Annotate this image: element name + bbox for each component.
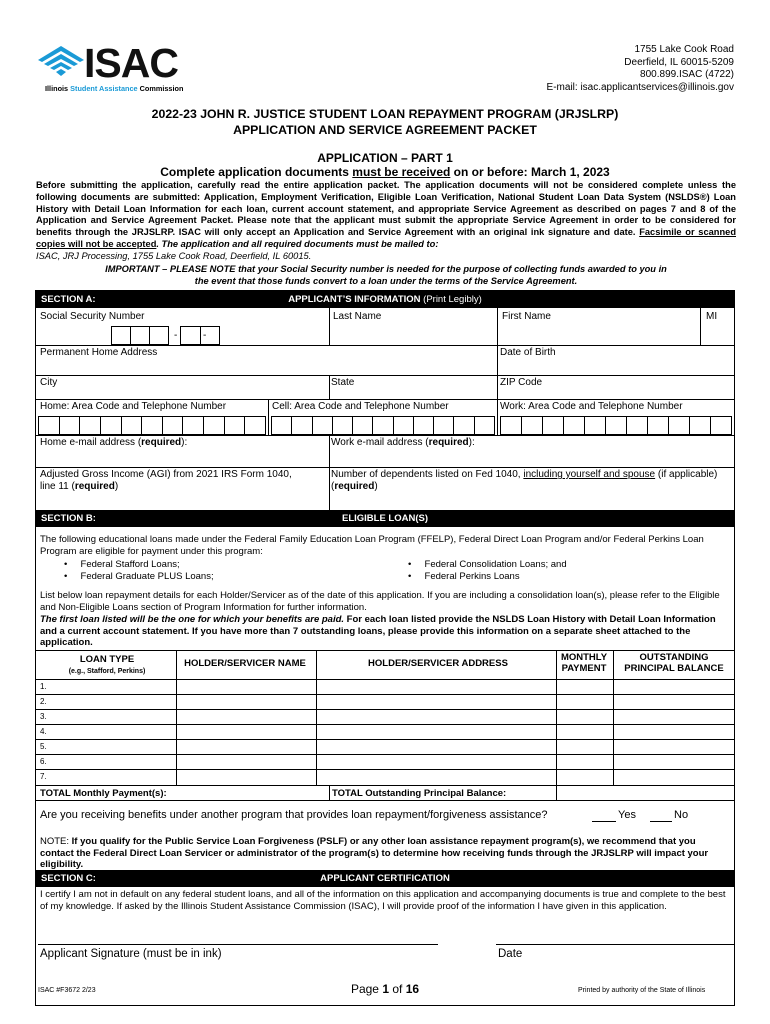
section-c-header: SECTION C: APPLICANT CERTIFICATION	[35, 870, 735, 887]
section-b-header: SECTION B: ELIGIBLE LOAN(S)	[35, 510, 735, 527]
ssn-dash: -	[174, 330, 178, 341]
other-program-question: Are you receiving benefits under another program that provides loan repayment/forgiveness assistance?	[40, 809, 548, 821]
bullet-item: • Federal Graduate PLUS Loans;	[64, 571, 214, 582]
isac-logo	[36, 42, 186, 94]
work-email-label: Work e-mail address (required):	[331, 437, 475, 448]
eligible-loans-text: The following educational loans made under the Federal Family Education Loan Program (FFELP), Federal Direct Loan Program and/or Federal Perkins Loan Program are eligible for payment under this program:	[40, 534, 704, 557]
bullet-item: • Federal Perkins Loans	[408, 571, 520, 582]
table-row-number: 1.	[40, 682, 47, 691]
printed-by: Printed by authority of the State of Illinois	[578, 987, 706, 994]
state-label: State	[331, 377, 355, 388]
total-balance-label: TOTAL Outstanding Principal Balance:	[332, 788, 507, 799]
part-heading: APPLICATION – PART 1	[317, 151, 453, 165]
table-row-number: 5.	[40, 742, 47, 751]
table-row-number: 7.	[40, 772, 47, 781]
col-holder-name: HOLDER/SERVICER NAME	[184, 658, 306, 669]
total-monthly-label: TOTAL Monthly Payment(s):	[40, 788, 167, 799]
signature-line[interactable]	[38, 944, 438, 945]
zip-label: ZIP Code	[500, 377, 543, 388]
signature-label: Applicant Signature (must be in ink)	[40, 948, 222, 960]
table-row-number: 6.	[40, 757, 47, 766]
table-row-number: 3.	[40, 712, 47, 721]
bullet-item: • Federal Stafford Loans;	[64, 559, 180, 570]
col-holder-address: HOLDER/SERVICER ADDRESS	[368, 658, 508, 669]
home-phone-field[interactable]	[38, 416, 266, 435]
ssn-dash: -	[203, 330, 207, 341]
isac-logo-icon	[36, 42, 86, 82]
dob-label: Date of Birth	[500, 347, 556, 358]
date-line[interactable]	[496, 944, 734, 945]
yes-label: Yes	[618, 809, 636, 821]
home-email-label: Home e-mail address (required):	[40, 437, 188, 448]
col-loan-type: LOAN TYPE (e.g., Stafford, Perkins)	[68, 654, 146, 675]
date-label: Date	[498, 948, 523, 960]
first-loan-text: The first loan listed will be the one for which your benefits are paid. For each loan listed provide the NSLDS Loan History with Detail Loan Information and a current account statement. If you have more than 7 outstanding loans, please provide this information on a separate sheet attached to the application.	[40, 614, 716, 649]
work-phone-label: Work: Area Code and Telephone Number	[500, 401, 683, 412]
no-blank[interactable]	[650, 821, 672, 822]
important-note: IMPORTANT – PLEASE NOTE that your Social Security number is needed for the purpose of collecting funds awarded to you in the event that those funds convert to a loan under the terms of the Service Agreement.	[105, 264, 667, 286]
form-number: ISAC #F3672 2/23	[38, 987, 96, 994]
yes-blank[interactable]	[592, 821, 616, 822]
ssn-field-2[interactable]	[180, 326, 220, 345]
certification-text: I certify I am not in default on any federal student loans, and all of the information on this application and accompanying documents is true and complete to the best of my knowledge. If asked by the Illinois Student Assistance Commission (ISAC), I will provide proof of the information I have given in this application.	[40, 889, 726, 912]
ssn-label: Social Security Number	[40, 311, 145, 322]
first-name-label: First Name	[502, 311, 551, 322]
ssn-field-1[interactable]	[111, 326, 169, 345]
agi-label: Adjusted Gross Income (AGI) from 2021 IRS Form 1040, line 11 (required)	[40, 469, 292, 492]
cell-phone-field[interactable]	[271, 416, 495, 435]
pslf-note: NOTE: If you qualify for the Public Service Loan Forgiveness (PSLF) or any other loan assistance repayment program(s), we recommend that you contact the Federal Direct Loan Servicer or administrator of the program(s) to determine how receiving funds through the JRJSLRP will impact your eligibility.	[40, 836, 709, 871]
dependents-label: Number of dependents listed on Fed 1040, including yourself and spouse (if applicable) (required)	[331, 469, 718, 492]
last-name-label: Last Name	[333, 311, 382, 322]
cell-phone-label: Cell: Area Code and Telephone Number	[272, 401, 449, 412]
section-a-header: SECTION A: APPLICANT’S INFORMATION (Print Legibly)	[35, 291, 735, 308]
document-title: 2022-23 JOHN R. JUSTICE STUDENT LOAN REPAYMENT PROGRAM (JRJSLRP) APPLICATION AND SERVICE AGREEMENT PACKET	[151, 107, 619, 137]
col-principal-balance: OUTSTANDING PRINCIPAL BALANCE	[624, 652, 724, 674]
city-label: City	[40, 377, 58, 388]
home-address-label: Permanent Home Address	[40, 347, 158, 358]
table-row-number: 4.	[40, 727, 47, 736]
logo-subtitle: Illinois Student Assistance Commission	[45, 84, 184, 93]
page-number: Page 1 of 16	[350, 982, 420, 996]
bullet-item: • Federal Consolidation Loans; and	[408, 559, 567, 570]
due-date: Complete application documents must be received on or before: March 1, 2023	[160, 165, 610, 179]
no-label: No	[674, 809, 689, 821]
table-row-number: 2.	[40, 697, 47, 706]
logo-wordmark: ISAC	[84, 40, 178, 86]
intro-paragraph: Before submitting the application, carefully read the entire application packet. The application documents will not be considered complete unless the following documents are submitted: Application, Employment Verification, Eligible Loan Verification, National Student Loan Data System (NSLDS®) Loan History with Detail Loan Information for each loan, current account statement, and appropriate Service Agreement as described on pages 7 and 8 of the Application and Service Agreement Packet. Please note that the applicant must submit the appropriate Service Agreement in order to be considered for benefits through the JRJSLRP. ISAC will only accept an Application and Service Agreement with an original ink signature and date. Facsimile or scanned copies will not be accepted. The application and all required documents must be mailed to: ISAC, JRJ Processing, 1755 Lake Cook Road, Deerfield, IL 60015.	[36, 180, 736, 261]
work-phone-field[interactable]	[500, 416, 732, 435]
contact-address: 1755 Lake Cook Road Deerfield, IL 60015-5209 800.899.ISAC (4722) E-mail: isac.applicantservices@illinois.gov	[546, 44, 734, 93]
repayment-details-text: List below loan repayment details for each Holder/Servicer as of the date of this application. If you are including a consolidation loan(s), please refer to the Eligible and Non-Eligible Loans section of Program Information for further information.	[40, 590, 720, 613]
home-phone-label: Home: Area Code and Telephone Number	[40, 401, 227, 412]
col-monthly-payment: MONTHLY PAYMENT	[560, 652, 608, 674]
mi-label: MI	[706, 311, 718, 322]
